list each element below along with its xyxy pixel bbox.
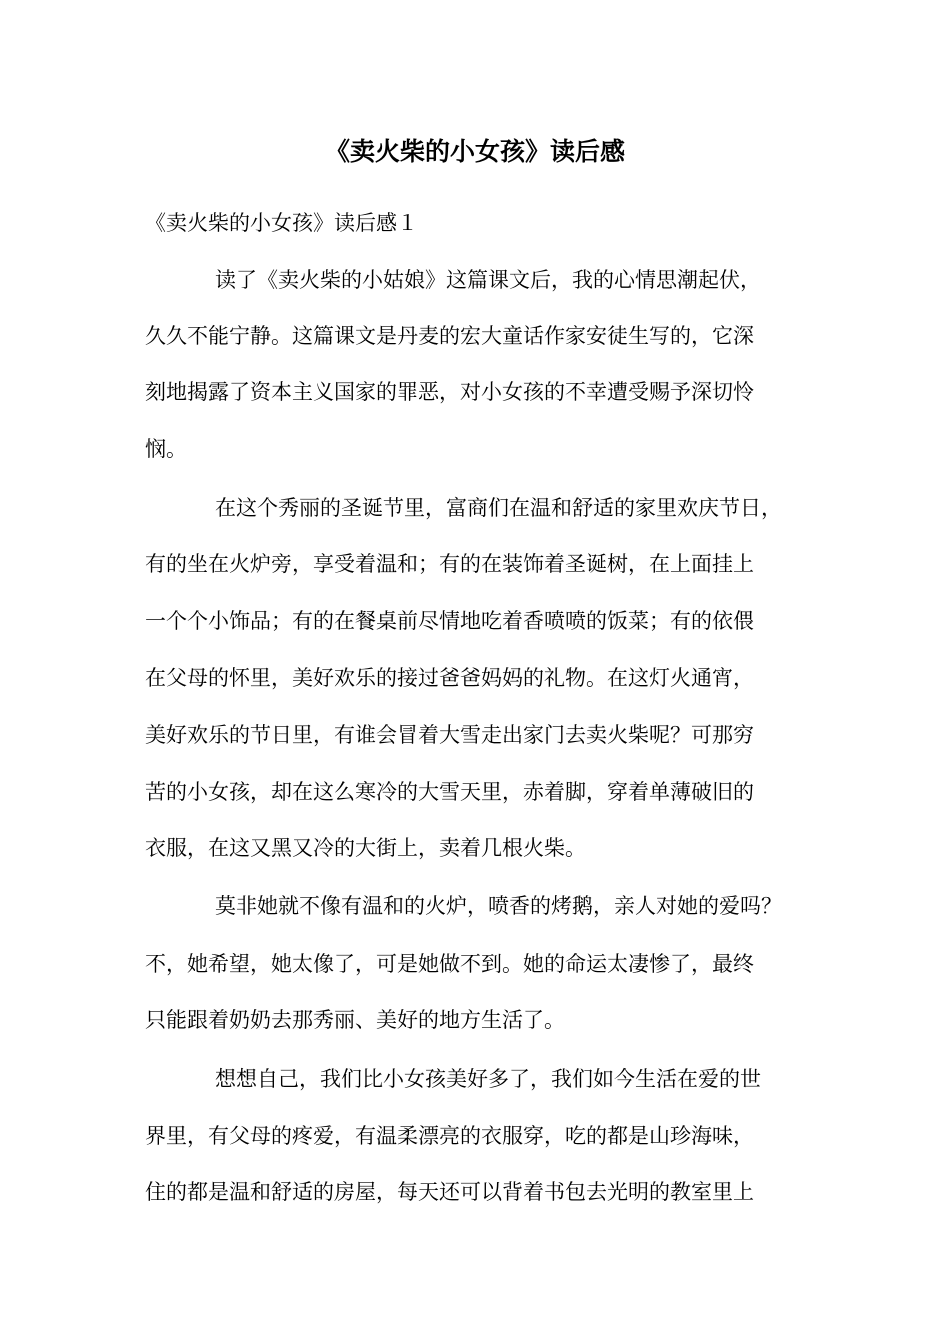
paragraph-line: 有的坐在火炉旁，享受着温和；有的在装饰着圣诞树，在上面挂上 [145, 552, 754, 576]
paragraph-line: 刻地揭露了资本主义国家的罪恶，对小女孩的不幸遭受赐予深切怜 [145, 380, 754, 404]
paragraph-line: 在父母的怀里，美好欢乐的接过爸爸妈妈的礼物。在这灯火通宵， [145, 666, 754, 690]
paragraph-line: 衣服，在这又黑又冷的大街上，卖着几根火柴。 [145, 836, 586, 860]
paragraph-line: 在这个秀丽的圣诞节里，富商们在温和舒适的家里欢庆节日， [215, 496, 782, 520]
paragraph-line: 不，她希望，她太像了，可是她做不到。她的命运太凄惨了，最终 [145, 952, 754, 976]
paragraph-line: 一个个小饰品；有的在餐桌前尽情地吃着香喷喷的饭菜；有的依偎 [145, 609, 754, 633]
paragraph-line: 美好欢乐的节日里，有谁会冒着大雪走出家门去卖火柴呢？可那穷 [145, 723, 754, 747]
paragraph-line: 界里，有父母的疼爱，有温柔漂亮的衣服穿，吃的都是山珍海味， [145, 1124, 754, 1148]
paragraph-line: 莫非她就不像有温和的火炉，喷香的烤鹅，亲人对她的爱吗？ [215, 894, 782, 918]
paragraph-line: 久久不能宁静。这篇课文是丹麦的宏大童话作家安徒生写的，它深 [145, 324, 754, 348]
paragraph-line: 读了《卖火柴的小姑娘》这篇课文后，我的心情思潮起伏， [215, 268, 761, 292]
paragraph-line: 苦的小女孩，却在这么寒冷的大雪天里，赤着脚，穿着单薄破旧的 [145, 780, 754, 804]
paragraph-line: 想想自己，我们比小女孩美好多了，我们如今生活在爱的世 [215, 1067, 761, 1091]
document-title: 《卖火柴的小女孩》读后感 [324, 137, 625, 166]
section-heading: 《卖火柴的小女孩》读后感１ [145, 211, 418, 235]
paragraph-line: 悯。 [145, 437, 187, 461]
paragraph-line: 住的都是温和舒适的房屋，每天还可以背着书包去光明的教室里上 [145, 1180, 754, 1204]
paragraph-line: 只能跟着奶奶去那秀丽、美好的地方生活了。 [145, 1008, 565, 1032]
